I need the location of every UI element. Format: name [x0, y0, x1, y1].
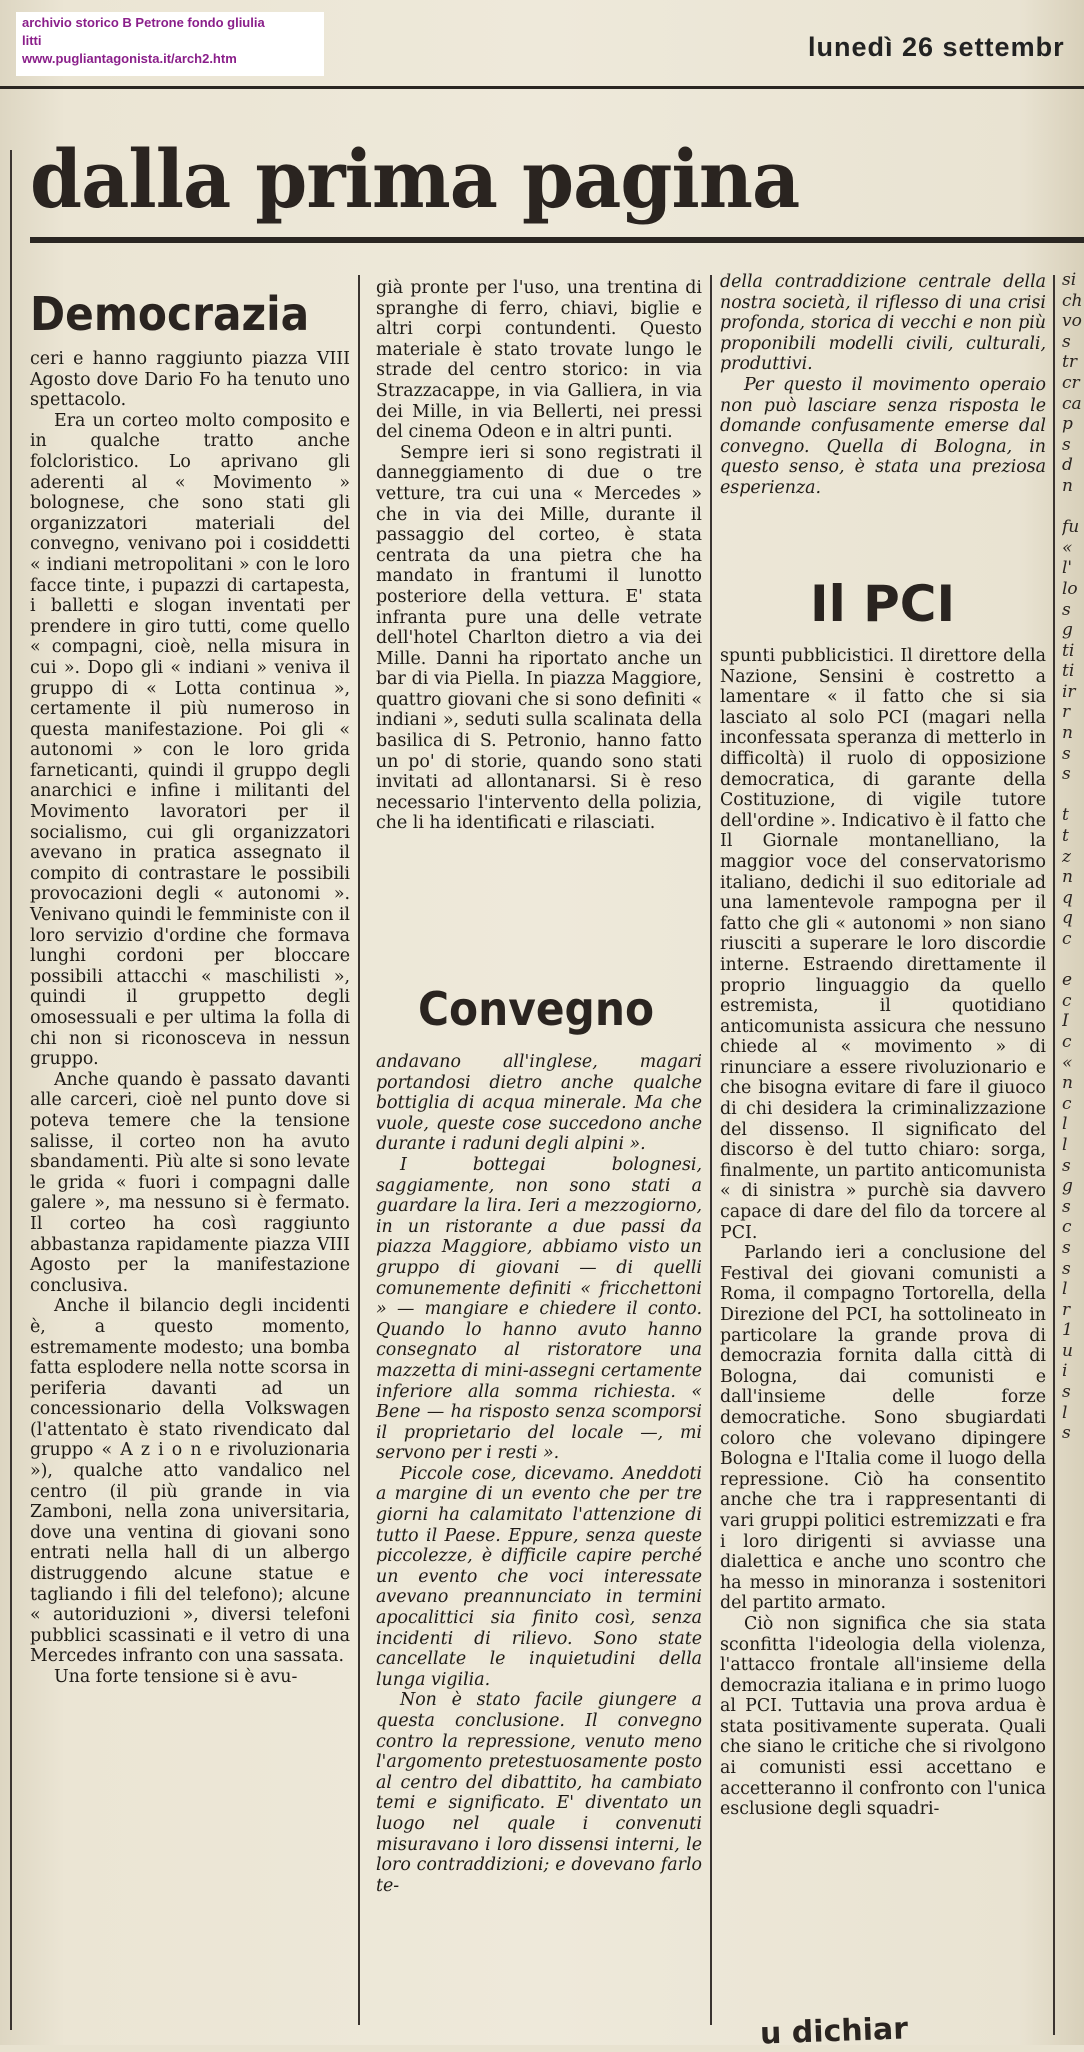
edge-fragment: c: [1062, 990, 1072, 1011]
edge-fragment: q: [1062, 887, 1073, 908]
edge-fragment: ir: [1062, 681, 1076, 702]
section-heading-convegno: Convegno: [418, 982, 655, 1036]
edge-fragment: r: [1062, 702, 1071, 723]
archive-line-2: litti: [22, 33, 42, 48]
edge-fragment: tr: [1062, 352, 1077, 373]
edge-fragment: l: [1062, 1402, 1068, 1423]
edge-fragment: d: [1062, 455, 1073, 476]
edge-fragment: t: [1062, 826, 1069, 847]
edge-fragment: t: [1062, 805, 1069, 826]
paragraph: andavano all'inglese, magari portandosi dietro anche qualche bottiglia di acqua minerale. Ma che vuole, queste cose succedono anche durante i raduni degli alpini ».: [376, 1052, 702, 1155]
edge-fragment: s: [1062, 764, 1071, 785]
edge-fragment: l: [1062, 1134, 1068, 1155]
edge-fragment: s: [1062, 1196, 1071, 1217]
column-divider: [10, 150, 12, 2030]
paragraph: I bottegai bolognesi, saggiamente, non sono stati a guardare la lira. Ieri a mezzogiorno, in un ristorante a due passi da piazza Maggiore, abbiamo visto un gruppo di giovani — di quelli comunemente definiti « fricchettoni » — mangiare e chiedere il conto. Quando lo hanno avuto hanno consegnato al ristoratore una mazzetta di mini-assegni certamente inferiore alla somma richiesta. « Bene — ha risposto senza scomporsi il proprietario del locale —, mi servono per i resti ».: [376, 1154, 702, 1464]
edge-fragment: z: [1062, 846, 1071, 867]
edge-fragment: s: [1062, 599, 1071, 620]
edge-fragment: s: [1062, 434, 1071, 455]
edge-fragment: s: [1062, 1237, 1071, 1258]
edge-fragment: 1: [1062, 1320, 1073, 1341]
column-divider: [1053, 275, 1055, 2035]
edge-fragment: «: [1062, 1052, 1073, 1073]
edge-fragment: c: [1062, 1031, 1072, 1052]
edge-fragment: g: [1062, 620, 1073, 641]
archive-line-1: archivio storico B Petrone fondo gliulia: [22, 15, 265, 30]
paragraph: Sempre ieri si sono registrati il danneggiamento di due o tre vetture, tra cui una « Mercedes » che in via dei Mille, durante il passaggio del corteo, è stata centrata da una pietra che ha mandato in frantumi il lunotto posteriore della vettura. E' stata infranta pure una delle vetrate dell'hotel Charlton dietro a via dei Mille. Danni ha riportato anche un bar di via Piella. In piazza Maggiore, quattro giovani che si sono definiti « indiani », seduti sulla scalinata della basilica di S. Petronio, hanno fatto un po' di storie, quando sono stati invitati ad allontanarsi. Si è reso necessario l'intervento della polizia, che li ha identificati e rilasciati.: [376, 442, 702, 834]
edge-fragment: s: [1062, 1423, 1071, 1444]
column-3: [720, 646, 1046, 1820]
edge-fragment: fu: [1062, 517, 1080, 538]
edge-fragment: n: [1062, 867, 1073, 888]
edge-fragment: vo: [1062, 311, 1082, 332]
edge-fragment: l: [1062, 1114, 1068, 1135]
paragraph: Una forte tensione si è avu-: [54, 1667, 298, 1687]
column-1: [30, 285, 350, 1688]
clipped-column-edge: [1062, 270, 1084, 1444]
edge-fragment: l': [1062, 558, 1073, 579]
edge-fragment: [1062, 785, 1084, 806]
edge-fragment: l: [1062, 1279, 1068, 1300]
edge-fragment: si: [1062, 270, 1077, 290]
column-2-italic: [376, 1052, 702, 1896]
column-divider: [358, 275, 360, 2025]
edge-fragment: g: [1062, 1176, 1073, 1197]
edge-fragment: r: [1062, 1299, 1071, 1320]
title-rule: [30, 237, 1084, 243]
edge-fragment: [1062, 497, 1084, 518]
edge-fragment: [1062, 950, 1084, 971]
top-rule: [0, 86, 1084, 89]
edge-fragment: s: [1062, 1155, 1071, 1176]
edge-fragment: c: [1062, 1093, 1072, 1114]
paragraph: della contraddizione centrale della nostra società, il riflesso di una crisi profonda, storica di vecchi e non più proponibili modelli civili, culturali, produttivi.: [720, 272, 1046, 375]
edge-fragment: c: [1062, 1217, 1072, 1238]
paragraph: Era un corteo molto composito e in qualche tratto anche folcloristico. Lo aprivano gli aderenti al « Movimento » bolognese, che sono stati gli organizzatori materiali del convegno, venivano poi i cosiddetti « indiani metropolitani » con le loro facce tinte, i pupazzi di cartapesta, i balletti e slogan inventati per prendere in giro tutti, come quello « compagni, cioè, nella misura in cui ». Dopo gli « indiani » veniva il gruppo di « Lotta continua », certamente il più numeroso in questa manifestazione. Poi gli « autonomi » con le loro grida farneticanti, quindi il gruppo degli anarchici e infine i militanti del Movimento lavoratori per il socialismo, cui gli organizzatori avevano in pratica assegnato il compito di contrastare le possibili provocazioni degli « autonomi ». Venivano quindi le femministe con il loro servizio d'ordine che formava lunghi cordoni per bloccare possibili attacchi « maschilisti », quindi il gruppetto degli omosessuali e per ultima la folla di chi non si riconosceva in nessun gruppo.: [30, 410, 350, 1070]
edge-fragment: c: [1062, 929, 1072, 949]
column-2: [376, 278, 702, 834]
dateline: lunedì 26 settembr: [808, 32, 1065, 62]
edge-fragment: p: [1062, 414, 1073, 435]
edge-fragment: q: [1062, 908, 1073, 929]
edge-fragment: s: [1062, 1382, 1071, 1403]
edge-fragment: ti: [1062, 661, 1075, 682]
edge-fragment: n: [1062, 1073, 1073, 1094]
paragraph: Ciò non significa che sia stata sconfitta l'ideologia della violenza, l'attacco frontale all'insieme della democrazia italiana e in primo luogo al PCI. Tuttavia una prova ardua è stata positivamente superata. Quali che siano le critiche che si rivolgono ai comunisti essi accettano e accetteranno il confronto con l'unica esclusione degli squadri-: [720, 1613, 1046, 1820]
paragraph: Non è stato facile giungere a questa conclusione. Il convegno contro la repressione, venuto meno l'argomento pretestuosamente posto al centro del dibattito, ha cambiato temi e significato. E' diventato un luogo nel quale i convenuti misuravano i loro dissensi interni, le loro contraddizioni; e dovevano farlo te-: [376, 1690, 702, 1896]
column-divider: [710, 275, 712, 2025]
paragraph: Per questo il movimento operaio non può lasciare senza risposta le domande confusamente emerse dal convegno. Quella di Bologna, in questo senso, è stata una preziosa esperienza.: [720, 374, 1046, 498]
page-title: dalla prima pagina: [30, 132, 800, 226]
archive-watermark: [16, 12, 324, 76]
paragraph: ceri e hanno raggiunto piazza VIII Agosto dove Dario Fo ha tenuto uno spettacolo.: [30, 349, 350, 411]
edge-fragment: i: [1062, 1361, 1068, 1382]
edge-fragment: n: [1062, 723, 1073, 744]
section-heading-democrazia: Democrazia: [30, 287, 310, 341]
column-3-italic: [720, 272, 1046, 499]
paragraph: spunti pubblicistici. Il direttore della Nazione, Sensini è costretto a lamentare « il fatto che si sia lasciato al solo PCI (magari nella inconfessata speranza di metterlo in difficoltà) il ruolo di opposizione democratica, di garante della Costituzione, di vigile tutore dell'ordine ». Indicativo è il fatto che Il Giornale montanelliano, la maggior voce del conservatorismo italiano, dedichi il suo editoriale ad una lamentevole rampogna per il fatto che gli « autonomi » non siano riusciti a superare le loro discordie interne. Estraendo direttamente il proprio linguaggio da quello estremista, il quotidiano anticomunista assicura che nessuno chiede al « movimento » di rinunciare a essere rivoluzionario e che bisogna evitare di fare il giuoco di chi desidera la criminalizzazione del dissenso. Il significato del discorso è del tutto chiaro: sorga, finalmente, un partito anticomunista « di sinistra » purchè sia davvero capace di dare del filo da torcere al PCI.: [720, 646, 1046, 1243]
archive-url: www.pugliantagonista.it/arch2.htm: [22, 51, 237, 66]
paragraph: Parlando ieri a conclusione del Festival dei giovani comunisti a Roma, il compagno Tortorella, della Direzione del PCI, ha sottolineato in particolare la grande prova di democrazia fornita dalla città di Bologna, dai comunisti e dall'insieme delle forze democratiche. Sono sbugiardati coloro che volevano dipingere Bologna e l'Italia come il luogo della repressione. Ciò ha consentito anche che tra i rappresentanti di vari gruppi politici estremizzati e fra i loro dirigenti si avviasse una dialettica e anche uno scontro che ha messo in minoranza i sostenitori del partito armato.: [720, 1243, 1046, 1614]
edge-fragment: s: [1062, 743, 1071, 764]
clipped-footer-headline: u dichiar: [759, 2011, 909, 2052]
edge-fragment: ch: [1062, 290, 1083, 311]
edge-fragment: ti: [1062, 640, 1075, 661]
paragraph: Anche quando è passato davanti alle carceri, cioè nel punto dove si poteva temere che la tensione salisse, il corteo non ha avuto sbandamenti. Più alte si sono levate le grida « fuori i compagni dalle galere », ma nessuno si è fermato. Il corteo ha così raggiunto abbastanza rapidamente piazza VIII Agosto per la manifestazione conclusiva.: [30, 1069, 350, 1296]
edge-fragment: I: [1062, 1011, 1069, 1032]
paragraph: Piccole cose, dicevamo. Aneddoti a margine di un evento che per tre giorni ha calamitato l'attenzione di tutto il Paese. Eppure, senza queste piccolezze, è difficile capire perché un evento che voci interessate avevano preannunciato in termini apocalittici sia finito così, senza incidenti di rilievo. Sono state cancellate le inquietudini della lunga vigilia.: [376, 1463, 702, 1690]
edge-fragment: cr: [1062, 372, 1080, 393]
edge-fragment: s: [1062, 1258, 1071, 1279]
edge-fragment: ca: [1062, 393, 1082, 414]
paragraph: Anche il bilancio degli incidenti è, a questo momento, estremamente modesto; una bomba fatta esplodere nella notte scorsa in periferia davanti ad un concessionario della Volkswagen (l'attentato è stato rivendicato dal gruppo « A z i o n e rivoluzionaria »), qualche atto vandalico nel centro (il più grande in via Zamboni, nella zona universitaria, dove una ventina di giovani sono entrati nella hall di un albergo distruggendo alcune statue e tagliando i fili del telefono); alcune « autoriduzioni », diversi telefoni pubblici scassinati e il vetro di una Mercedes infranto con una sassata.: [30, 1296, 350, 1667]
edge-fragment: s: [1062, 331, 1071, 352]
edge-fragment: n: [1062, 475, 1073, 496]
edge-fragment: lo: [1062, 578, 1078, 599]
edge-fragment: «: [1062, 537, 1073, 558]
edge-fragment: e: [1062, 970, 1073, 991]
section-heading-pci: Il PCI: [810, 575, 956, 633]
edge-fragment: u: [1062, 1340, 1073, 1361]
paragraph: già pronte per l'uso, una trentina di spranghe di ferro, chiavi, biglie e altri corpi contundenti. Questo materiale è stato trovate lungo le strade del centro storico: in via Strazzacappe, in via Galliera, in via dei Mille, in via Bellerti, nei pressi del cinema Odeon e in altri punti.: [376, 278, 702, 443]
